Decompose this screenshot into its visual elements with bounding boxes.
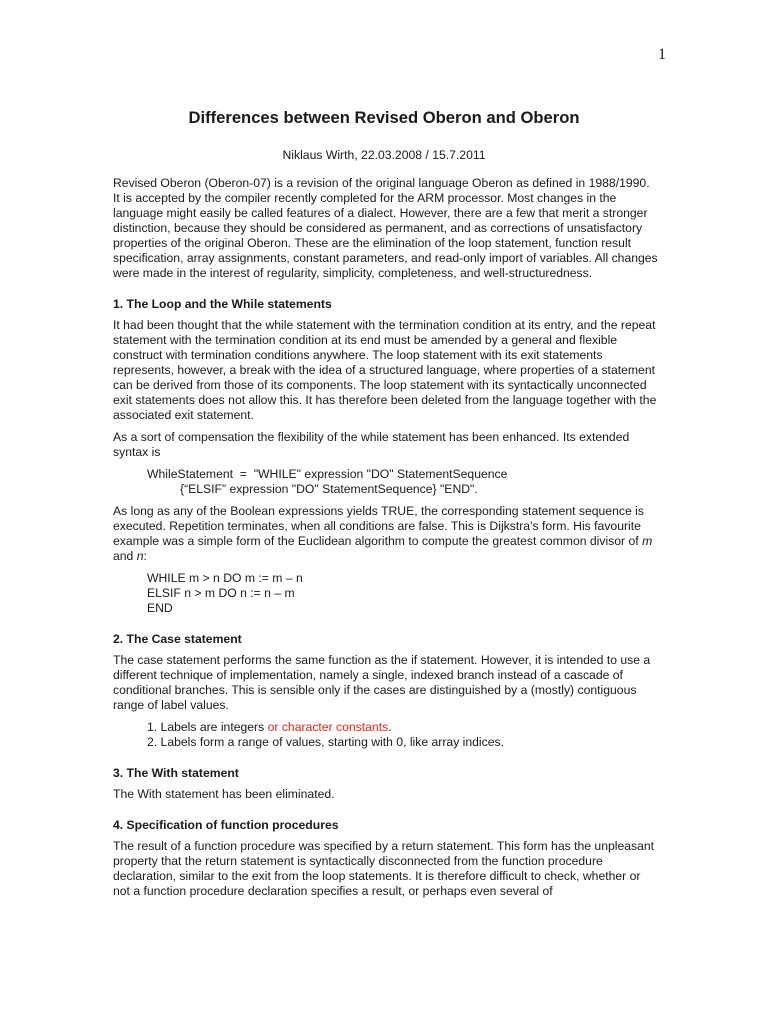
list-item-text: .	[388, 720, 392, 734]
intro-paragraph: Revised Oberon (Oberon-07) is a revision of the original language Oberon as defined in 1988/1990. It is accepted by the compiler recently completed for the ARM processor. Most changes in the language might easily be called features of a dialect. However, there are a few that merit a stronger distinction, because they should be considered as permanent, and as corrections of unsatisfactory properties of the original Oberon. These are the elimination of the loop statement, function result specification, array assignments, constant parameters, and read-only import of variables. All changes were made in the interest of regularity, simplicity, completeness, and well-structuredness.	[113, 176, 658, 280]
case-label-list	[147, 720, 658, 750]
syntax-line: {“ELSIF” expression "DO" StatementSequence} "END".	[180, 482, 478, 496]
document-title: Differences between Revised Oberon and Oberon	[188, 108, 580, 127]
paragraph-text: :	[143, 549, 147, 563]
euclid-code-block	[147, 571, 658, 616]
section2-paragraph-1: The case statement performs the same function as the if statement. However, it is intended to use a different technique of implementation, namely a single, indexed branch instead of a cascade of conditional branches. This is sensible only if the cases are distinguished by a (mostly) contiguous range of label values.	[113, 653, 651, 712]
revised-text-highlight: or character constants	[267, 720, 389, 734]
code-line: END	[147, 601, 173, 615]
variable-n: n	[136, 549, 144, 563]
syntax-line: WhileStatement = "WHILE" expression "DO" StatementSequence	[147, 467, 508, 481]
section1-paragraph-3	[113, 504, 658, 564]
section-heading-loop-while: 1. The Loop and the While statements	[113, 297, 332, 311]
section-heading-case: 2. The Case statement	[113, 632, 242, 646]
section1-paragraph-2: As a sort of compensation the flexibility of the while statement has been enhanced. Its extended syntax is	[113, 430, 630, 459]
paragraph-text: As long as any of the Boolean expressions yields TRUE, the corresponding statement sequence is executed. Repetition terminates, when all conditions are false. This is Dijkstra’s form. His favourite example was a simple form of the Euclidean algorithm to compute the greatest common divisor of	[113, 504, 644, 548]
variable-m: m	[642, 534, 653, 548]
while-syntax-block	[147, 467, 658, 497]
section3-paragraph-1: The With statement has been eliminated.	[113, 787, 335, 801]
page-number: 1	[658, 46, 666, 63]
paragraph-text: and	[113, 549, 137, 563]
author-date-line: Niklaus Wirth, 22.03.2008 / 15.7.2011	[282, 148, 486, 162]
section4-paragraph-1: The result of a function procedure was specified by a return statement. This form has the unpleasant property that the return statement is syntactically disconnected from the function procedure declaration, similar to the exit from the loop statements. It is therefore difficult to check, whether or not a function procedure declaration specifies a result, or perhaps even several of	[113, 839, 655, 898]
list-item: 2. Labels form a range of values, starting with 0, like array indices.	[147, 735, 504, 749]
document-body	[113, 176, 658, 906]
section-heading-function-procedures: 4. Specification of function procedures	[113, 818, 339, 832]
code-line: WHILE m > n DO m := m – n	[147, 571, 303, 585]
list-item	[147, 720, 658, 735]
section-heading-with: 3. The With statement	[113, 766, 239, 780]
code-line: ELSIF n > m DO n := n – m	[147, 586, 295, 600]
section1-paragraph-1: It had been thought that the while statement with the termination condition at its entry, and the repeat statement with the termination condition at its end must be amended by a general and flexible construct with termination conditions anywhere. The loop statement with its exit statements represents, however, a break with the idea of a structured language, where properties of a statement can be derived from those of its components. The loop statement with its syntactically unconnected exit statements does not allow this. It has therefore been deleted from the language together with the associated exit statement.	[113, 318, 657, 422]
list-item-text: 1. Labels are integers	[147, 720, 268, 734]
